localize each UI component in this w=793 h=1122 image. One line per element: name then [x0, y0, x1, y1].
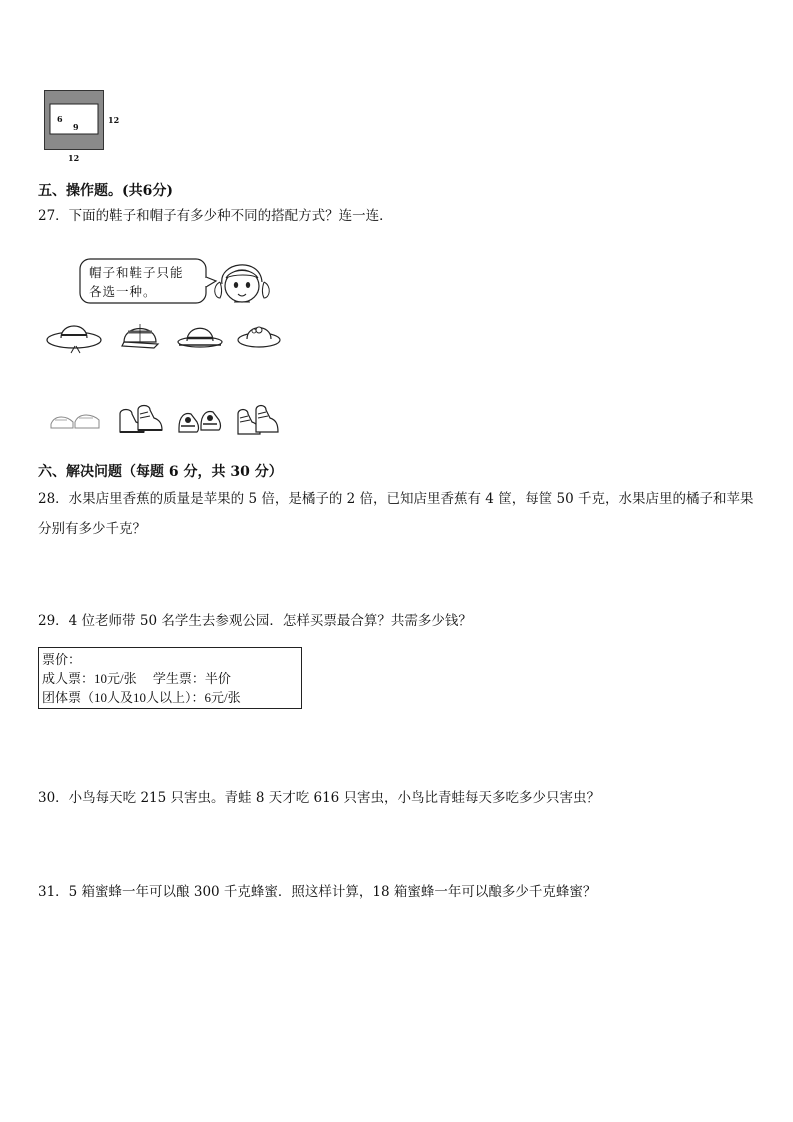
section-6-title: 六、解决问题（每题 6 分，共 30 分） — [38, 464, 283, 480]
figure-outer-width-label: 12 — [68, 153, 80, 163]
girl-icon — [212, 254, 272, 308]
frame-figure-svg — [44, 90, 104, 150]
figure-inner-height-label: 6 — [57, 114, 63, 124]
hat-2-icon — [118, 318, 162, 354]
ticket-price-line-1: 成人票：10元/张 学生票：半价 — [42, 671, 231, 686]
shoe-2-icon — [116, 402, 166, 438]
question-28-line-2: 分别有多少千克？ — [38, 521, 146, 537]
question-28-line-1: 28．水果店里香蕉的质量是苹果的 5 倍，是橘子的 2 倍，已知店里香蕉有 4 筐，每筐 50 千克，水果店里的橘子和苹果 — [38, 491, 754, 507]
question-30-text: 30．小鸟每天吃 215 只害虫。青蛙 8 天才吃 616 只害虫，小鸟比青蛙每天多吃多少只害虫？ — [38, 790, 601, 806]
shoe-1-icon — [47, 406, 103, 434]
hat-4-icon — [236, 316, 282, 352]
ticket-price-title: 票价： — [42, 652, 82, 667]
question-27-text: 27．下面的鞋子和帽子有多少种不同的搭配方式？连一连． — [38, 208, 393, 224]
question-29-text: 29．4 位老师带 50 名学生去参观公园．怎样买票最合算？共需多少钱？ — [38, 613, 472, 629]
shoe-4-icon — [234, 402, 282, 438]
hat-3-icon — [177, 320, 223, 352]
hat-1-icon — [45, 316, 103, 354]
speech-bubble-line-1: 帽子和鞋子只能 — [89, 265, 184, 280]
ticket-price-line-2: 团体票（10人及10人以上）：6元/张 — [42, 690, 241, 705]
question-31-text: 31．5 箱蜜蜂一年可以酿 300 千克蜂蜜．照这样计算，18 箱蜜蜂一年可以酿多少千克蜂蜜？ — [38, 884, 597, 900]
frame-figure — [44, 90, 104, 150]
ticket-price-box — [38, 647, 302, 709]
shoe-3-icon — [175, 404, 225, 436]
figure-outer-height-label: 12 — [108, 115, 120, 125]
speech-bubble-line-2: 各选一种。 — [89, 284, 157, 299]
figure-inner-width-label: 9 — [73, 122, 79, 132]
section-5-title: 五、操作题。(共6分) — [38, 183, 173, 199]
